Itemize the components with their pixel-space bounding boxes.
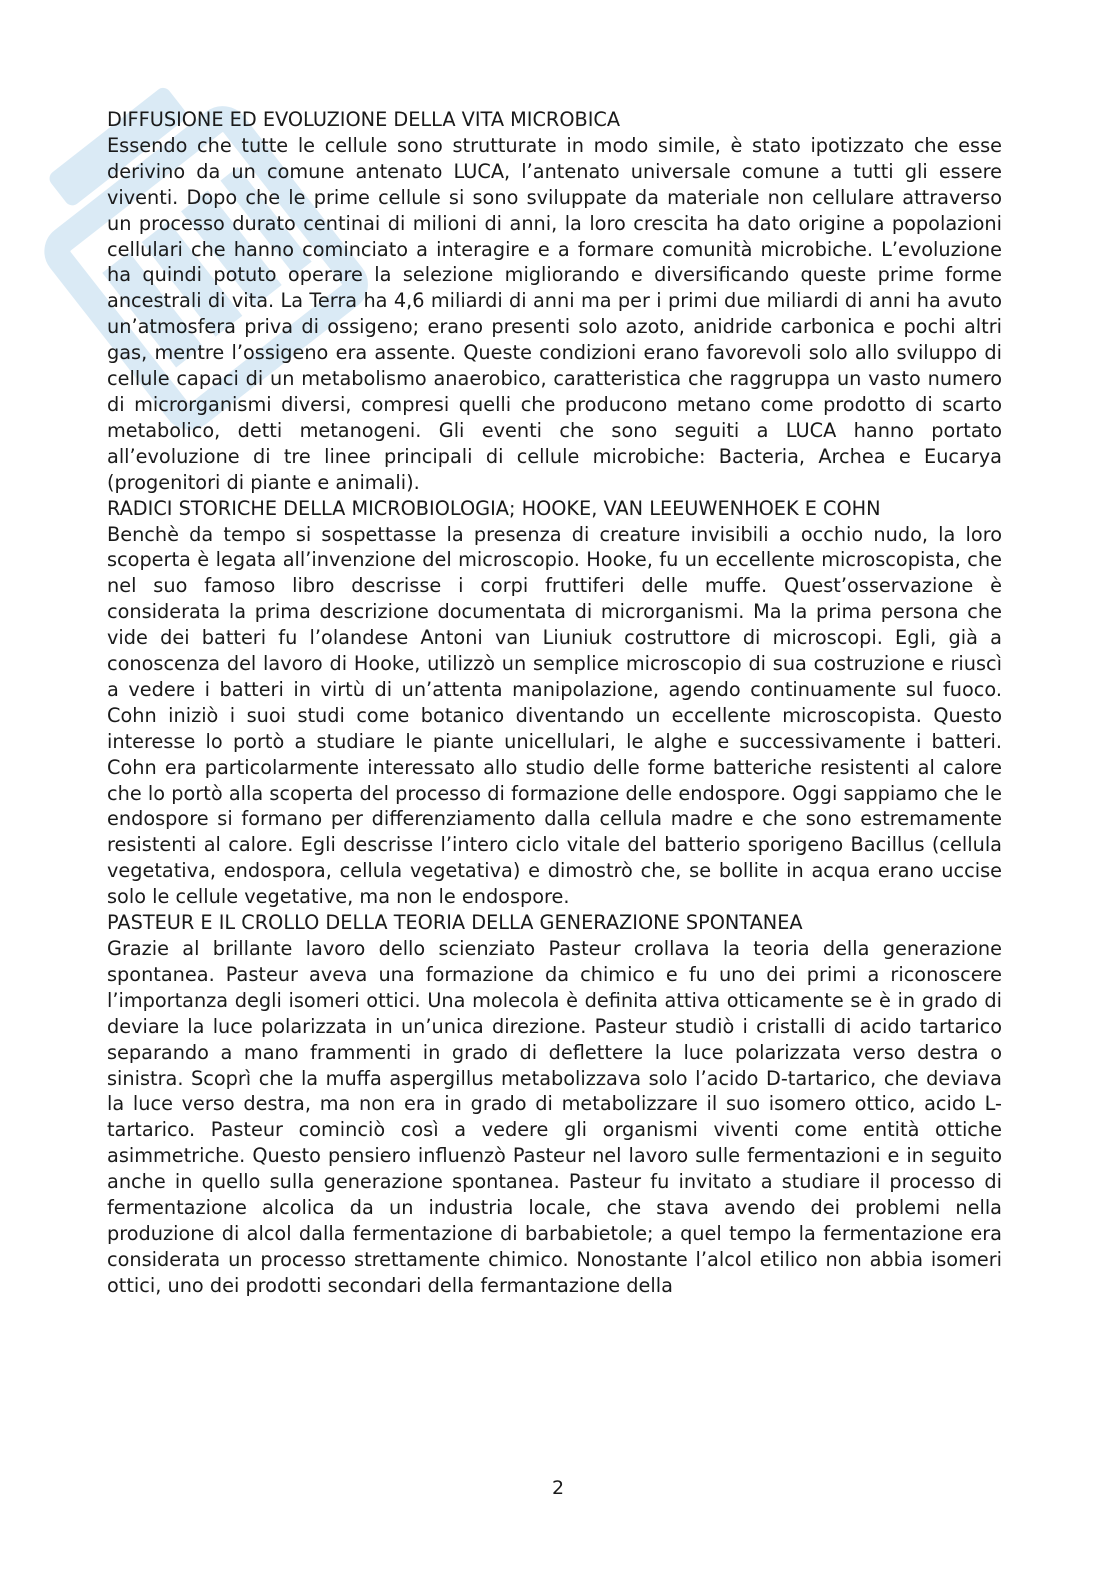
- section-heading-radici-storiche: RADICI STORICHE DELLA MICROBIOLOGIA; HOOKE, VAN LEEUWENHOEK E COHN: [107, 496, 881, 520]
- section-heading-diffusione: DIFFUSIONE ED EVOLUZIONE DELLA VITA MICROBICA: [107, 108, 621, 131]
- section-paragraph-pasteur: Grazie al brillante lavoro dello scienziato Pasteur crollava la teoria della generazione spontanea. Pasteur aveva una formazione da chimico e fu uno dei primi a riconoscere l’importanza degli isomeri ottici. Una molecola è definita attiva otticamente se è in grado di deviare la luce polarizzata in un’unica direzione. Pasteur studiò i cristalli di acido tartarico separando a mano frammenti in grado di deflettere la luce polarizzata verso destra o sinistra. Scoprì che la muffa aspergillus metabolizzava solo l’acido D-tartarico, che deviava la luce verso destra, ma non era in grado di metabolizzare il suo isomero ottico, acido L-tartarico. Pasteur cominciò così a vedere gli organismi viventi come entità ottiche asimmetriche. Questo pensiero influenzò Pasteur nel lavoro sulle fermentazioni e in seguito anche in quello sulla generazione spontanea. Pasteur fu invitato a studiare il processo di fermentazione alcolica da un industria locale, che stava avendo dei problemi nella produzione di alcol dalla fermentazione di barbabietole; a quel tempo la fermentazione era considerata un processo strettamente chimico. Nonostante l’alcol etilico non abbia isomeri ottici, uno dei prodotti secondari della fermantazione della: [107, 937, 1002, 1297]
- page-number: 2: [551, 1477, 565, 1499]
- section-paragraph-radici-storiche: Benchè da tempo si sospettasse la presenza di creature invisibili a occhio nudo, la loro scoperta è legata all’invenzione del microscopio. Hooke, fu un eccellente microscopista, che nel suo famoso libro descrisse i corpi fruttiferi delle muffe. Quest’osservazione è considerata la prima descrizione documentata di microrganismi. Ma la prima persona che vide dei batteri fu l’olandese Antoni van Liuniuk costruttore di microscopi. Egli, già a conoscenza del lavoro di Hooke, utilizzò un semplice microscopio di sua costruzione e riuscì a vedere i batteri in virtù di un’attenta manipolazione, agendo continuamente sul fuoco. Cohn iniziò i suoi studi come botanico diventando un eccellente microscopista. Questo interesse lo portò a studiare le piante unicellulari, le alghe e successivamente i batteri. Cohn era particolarmente interessato allo studio delle forme batteriche resistenti al calore che lo portò alla scoperta del processo di formazione delle endospore. Oggi sappiamo che le endospore si formano per differenziamento dalla cellula madre e che sono estremamente resistenti al calore. Egli descrisse l’intero ciclo vitale del batterio sporigeno Bacillus (cellula vegetativa, endospora, cellula vegetativa) e dimostrò che, se bollite in acqua erano uccise solo le cellule vegetative, ma non le endospore.: [107, 522, 1002, 909]
- section-heading-pasteur: PASTEUR E IL CROLLO DELLA TEORIA DELLA GENERAZIONE SPONTANEA: [107, 911, 803, 935]
- section-paragraph-diffusione: Essendo che tutte le cellule sono strutturate in modo simile, è stato ipotizzato che esse derivino da un comune antenato LUCA, l’antenato universale comune a tutti gli essere viventi. Dopo che le prime cellule si sono sviluppate da materiale non cellulare attraverso un processo durato centinai di milioni di anni, la loro crescita ha dato origine a popolazioni cellulari che hanno cominciato a interagire e a formare comunità microbiche. L’evoluzione ha quindi potuto operare la selezione migliorando e diversificando queste prime forme ancestrali di vita. La Terra ha 4,6 miliardi di anni ma per i primi due miliardi di anni ha avuto un’atmosfera priva di ossigeno; erano presenti solo azoto, anidride carbonica e pochi altri gas, mentre l’ossigeno era assente. Queste condizioni erano favorevoli solo allo sviluppo di cellule capaci di un metabolismo anaerobico, caratteristica che raggruppa un vasto numero di microrganismi diversi, compresi quelli che producono metano come prodotto di scarto metabolico, detti metanogeni. Gli eventi che sono seguiti a LUCA hanno portato all’evoluzione di tre linee principali di cellule microbiche: Bacteria, Archea e Eucarya (progenitori di piante e animali).: [107, 133, 1002, 494]
- document-body: [107, 107, 1002, 1299]
